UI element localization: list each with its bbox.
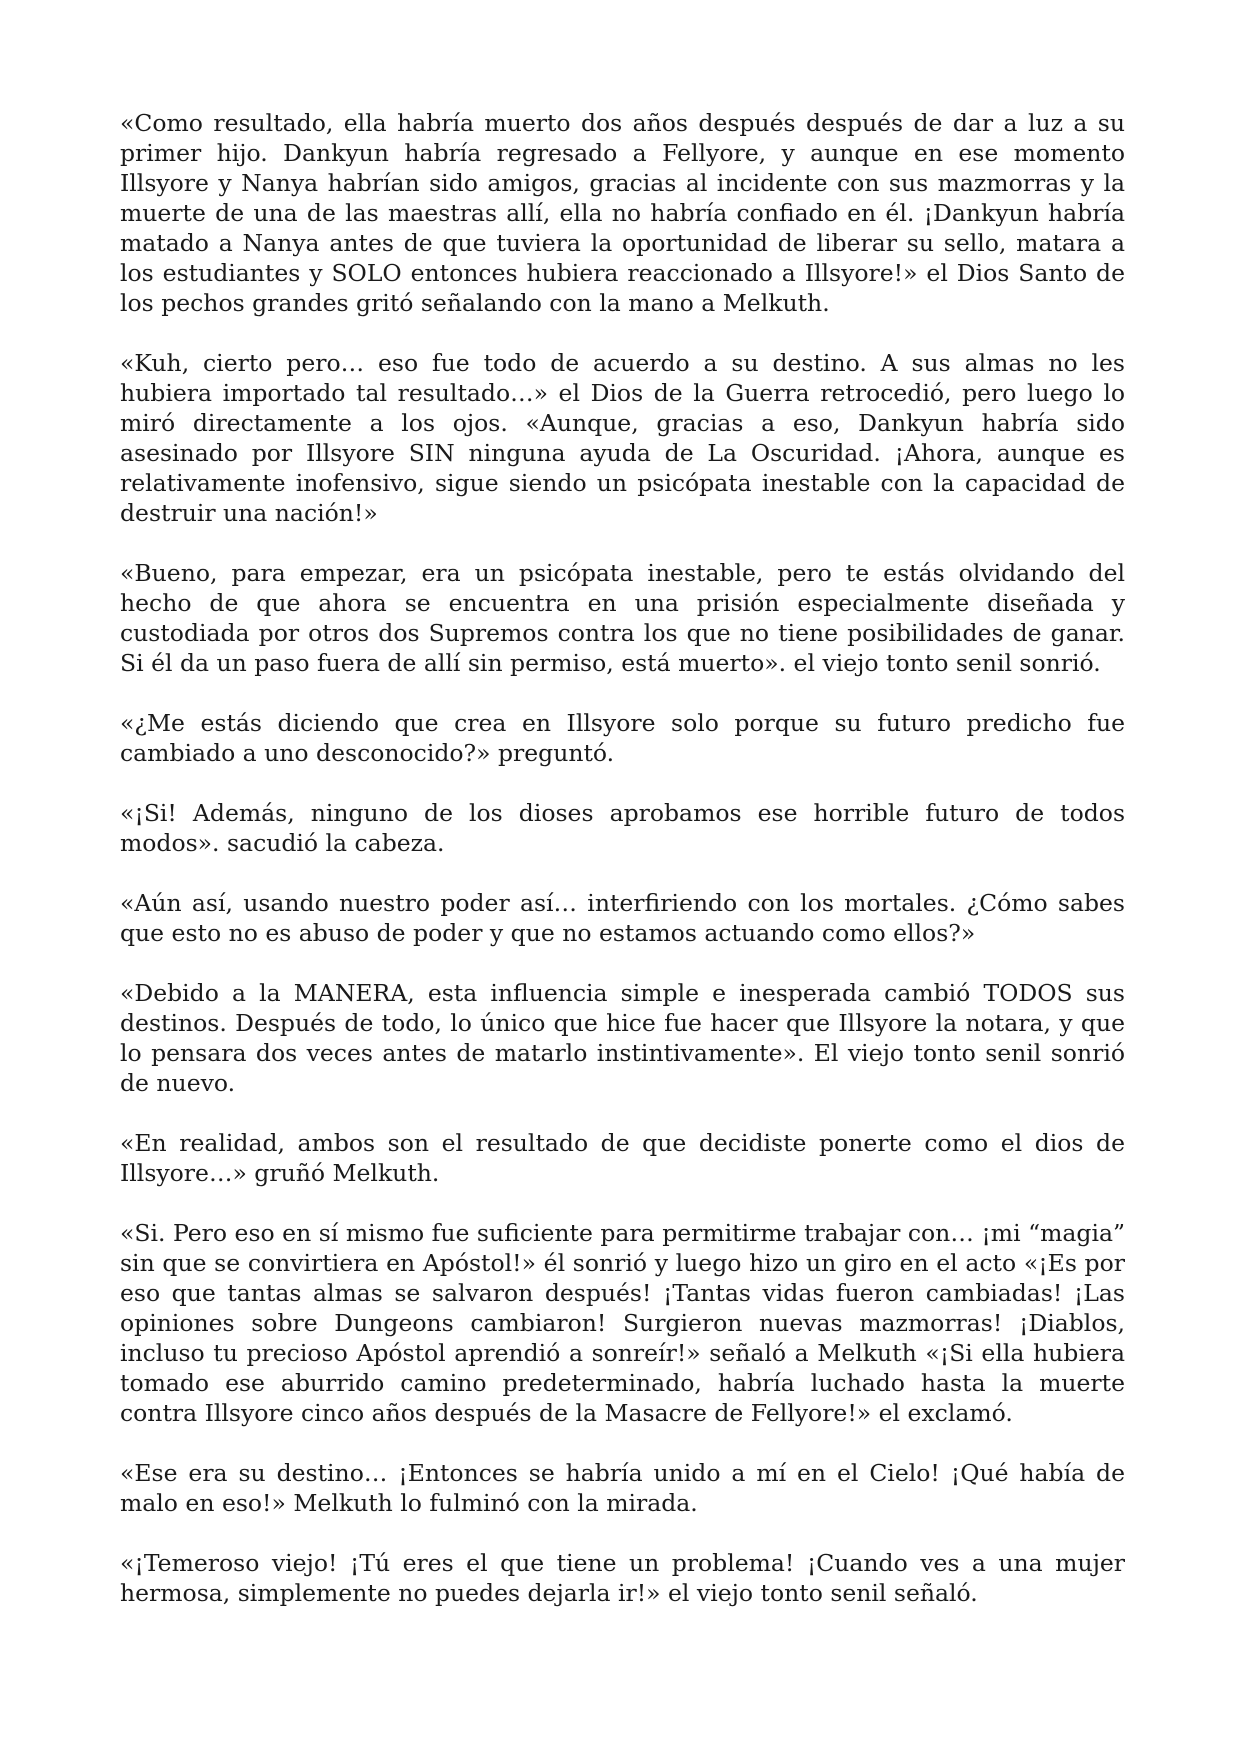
paragraph-5: «¡Si! Además, ninguno de los dioses aprobamos ese horrible futuro de todos modos». sacudió la cabeza.	[120, 799, 1125, 857]
paragraph-4: «¿Me estás diciendo que crea en Illsyore solo porque su futuro predicho fue cambiado a uno desconocido?» preguntó.	[120, 709, 1125, 767]
document-page	[120, 108, 1125, 1638]
paragraph-7: «Debido a la MANERA, esta influencia simple e inesperada cambió TODOS sus destinos. Después de todo, lo único que hice fue hacer que Illsyore la notara, y que lo pensara dos veces antes de matarlo instintivamente». El viejo tonto senil sonrió de nuevo.	[120, 979, 1125, 1097]
paragraph-10: «Ese era su destino… ¡Entonces se habría unido a mí en el Cielo! ¡Qué había de malo en eso!» Melkuth lo fulminó con la mirada.	[120, 1459, 1125, 1517]
paragraph-9: «Si. Pero eso en sí mismo fue suficiente para permitirme trabajar con… ¡mi “magia” sin que se convirtiera en Apóstol!» él sonrió y luego hizo un giro en el acto «¡Es por eso que tantas almas se salvaron después! ¡Tantas vidas fueron cambiadas! ¡Las opiniones sobre Dungeons cambiaron! Surgieron nuevas mazmorras! ¡Diablos, incluso tu precioso Apóstol aprendió a sonreír!» señaló a Melkuth «¡Si ella hubiera tomado ese aburrido camino predeterminado, habría luchado hasta la muerte contra Illsyore cinco años después de la Masacre de Fellyore!» el exclamó.	[120, 1219, 1125, 1427]
paragraph-8: «En realidad, ambos son el resultado de que decidiste ponerte como el dios de Illsyore…» gruñó Melkuth.	[120, 1129, 1125, 1187]
paragraph-6: «Aún así, usando nuestro poder así… interfiriendo con los mortales. ¿Cómo sabes que esto no es abuso de poder y que no estamos actuando como ellos?»	[120, 889, 1125, 947]
paragraph-1: «Como resultado, ella habría muerto dos años después después de dar a luz a su primer hijo. Dankyun habría regresado a Fellyore, y aunque en ese momento Illsyore y Nanya habrían sido amigos, gracias al incidente con sus mazmorras y la muerte de una de las maestras allí, ella no habría confiado en él. ¡Dankyun habría matado a Nanya antes de que tuviera la oportunidad de liberar su sello, matara a los estudiantes y SOLO entonces hubiera reaccionado a Illsyore!» el Dios Santo de los pechos grandes gritó señalando con la mano a Melkuth.	[120, 109, 1125, 317]
paragraph-3: «Bueno, para empezar, era un psicópata inestable, pero te estás olvidando del hecho de que ahora se encuentra en una prisión especialmente diseñada y custodiada por otros dos Supremos contra los que no tiene posibilidades de ganar. Si él da un paso fuera de allí sin permiso, está muerto». el viejo tonto senil sonrió.	[120, 559, 1125, 677]
paragraph-2: «Kuh, cierto pero… eso fue todo de acuerdo a su destino. A sus almas no les hubiera importado tal resultado…» el Dios de la Guerra retrocedió, pero luego lo miró directamente a los ojos. «Aunque, gracias a eso, Dankyun habría sido asesinado por Illsyore SIN ninguna ayuda de La Oscuridad. ¡Ahora, aunque es relativamente inofensivo, sigue siendo un psicópata inestable con la capacidad de destruir una nación!»	[120, 349, 1125, 527]
paragraph-11: «¡Temeroso viejo! ¡Tú eres el que tiene un problema! ¡Cuando ves a una mujer hermosa, simplemente no puedes dejarla ir!» el viejo tonto senil señaló.	[120, 1549, 1125, 1607]
